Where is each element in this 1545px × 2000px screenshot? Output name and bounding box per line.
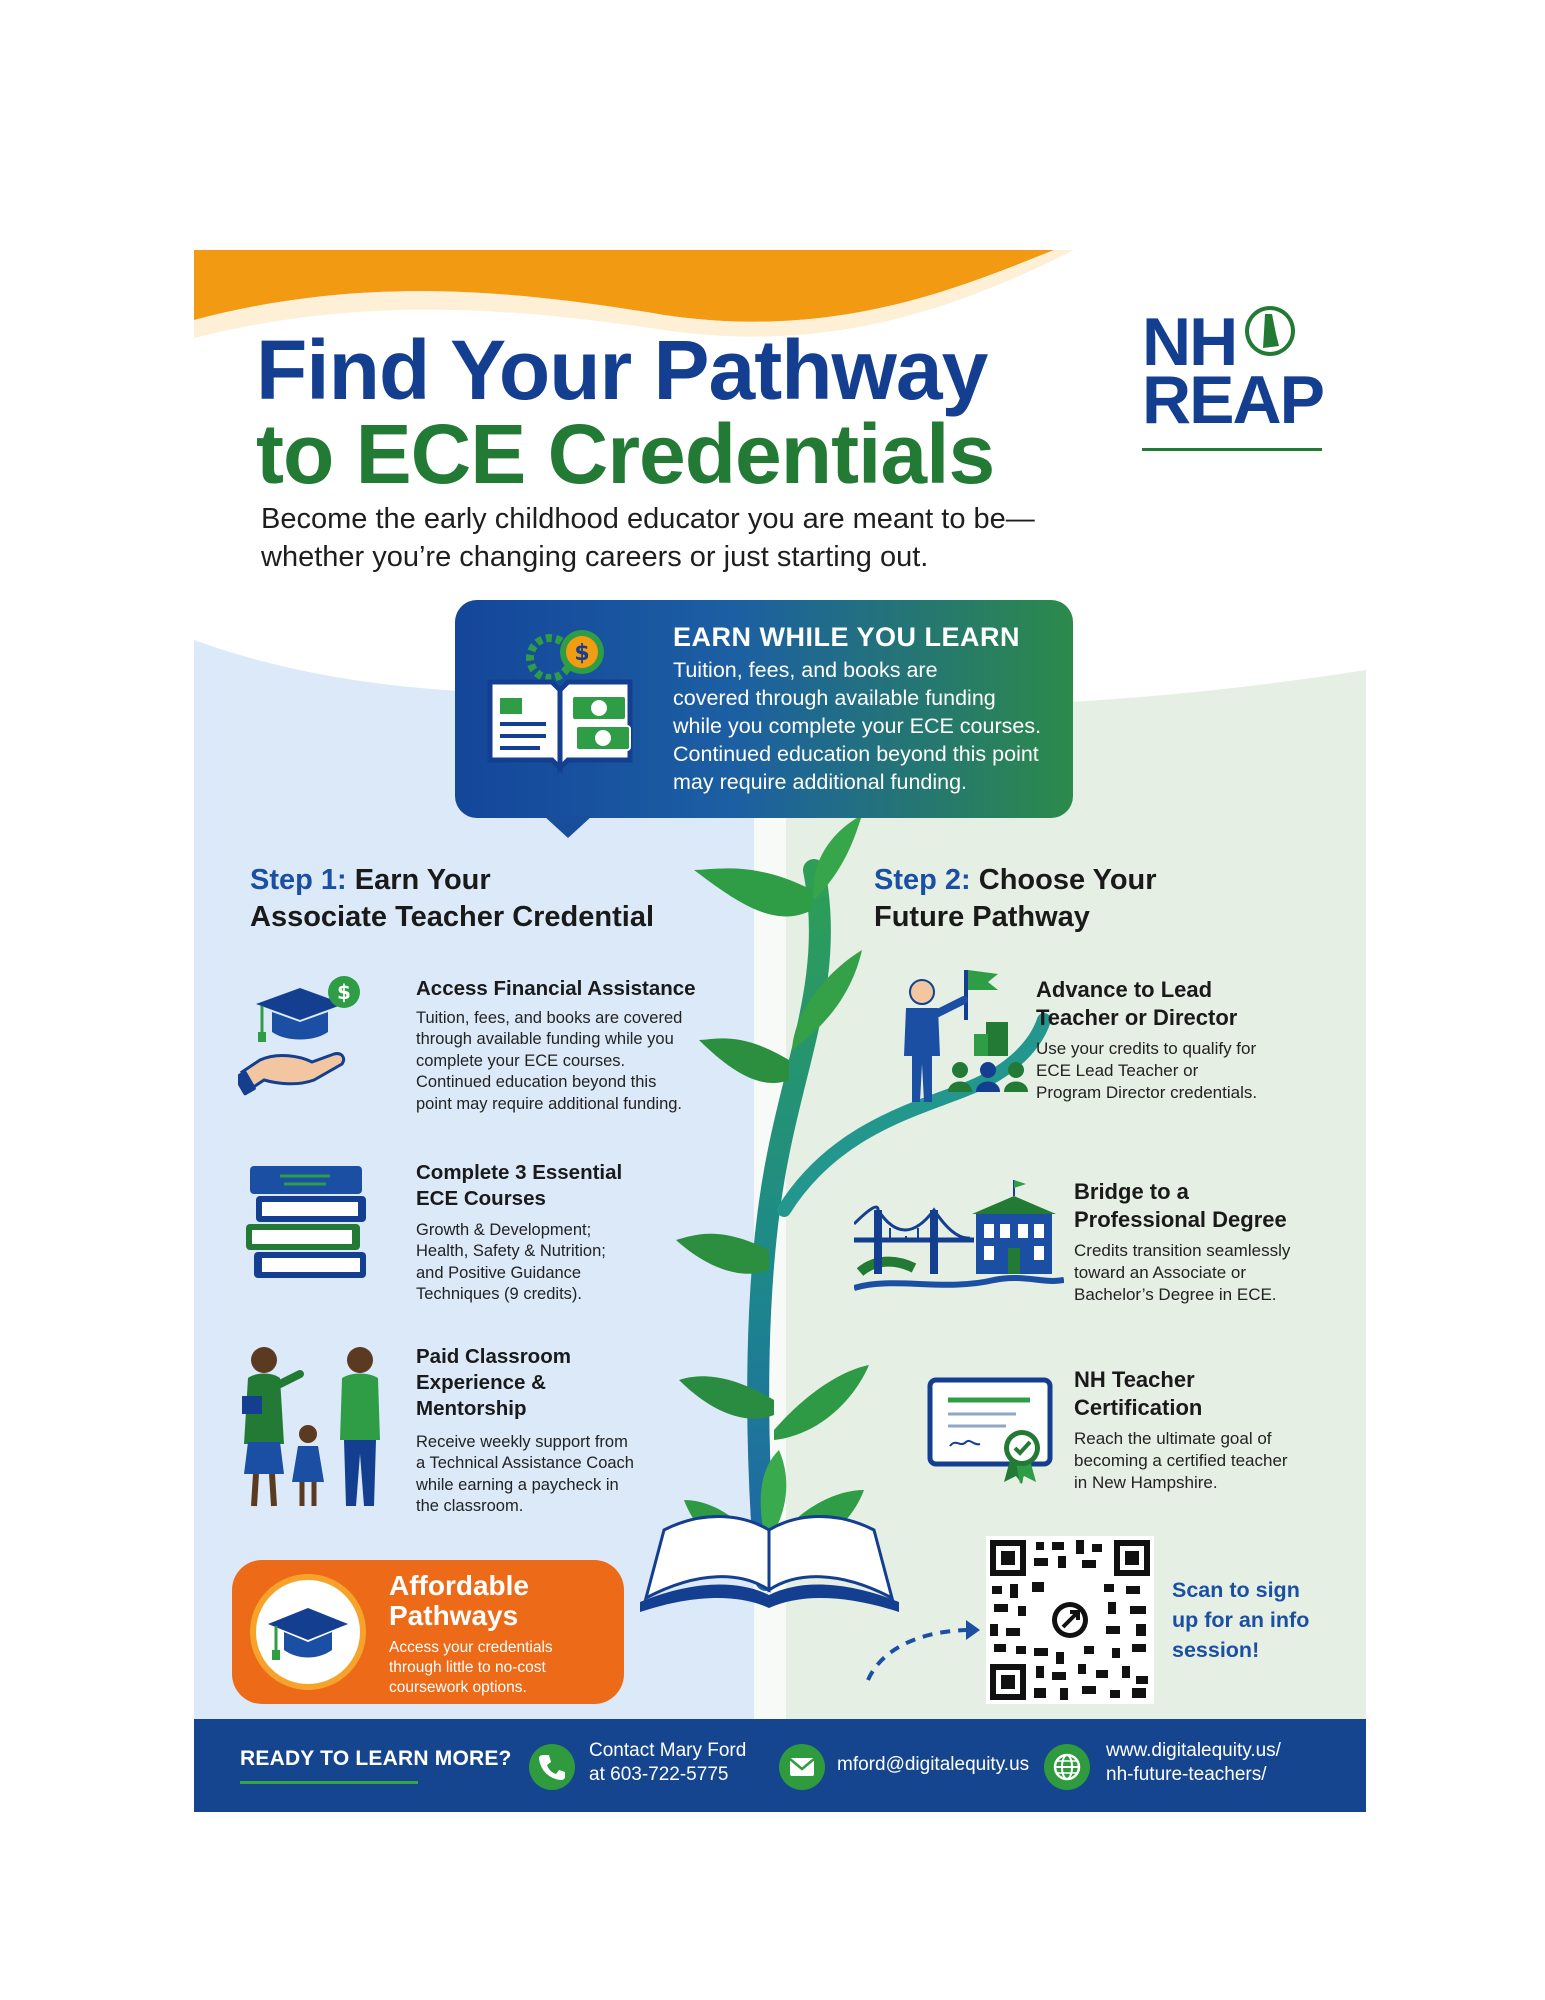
certificate-icon (926, 1374, 1056, 1486)
desc-line: Program Director credentials. (1036, 1083, 1258, 1103)
website-line-1: www.digitalequity.us/ (1106, 1740, 1281, 1761)
desc-line: through available funding while you (416, 1030, 674, 1049)
book-stack-icon (240, 1160, 372, 1286)
desc-line: ECE Lead Teacher or (1036, 1061, 1199, 1081)
step2-item3-desc (1074, 1428, 1288, 1494)
contact-line-1: Contact Mary Ford (589, 1740, 747, 1761)
afford-title-line-2: Pathways (389, 1600, 519, 1631)
step1-item1-desc (416, 1008, 682, 1115)
step2-item2-desc (1074, 1240, 1290, 1306)
logo-line-2: REAP (1142, 362, 1323, 438)
subtitle-line-2: whether you’re changing careers or just starting out. (261, 541, 929, 573)
afford-title-line-1: Affordable (389, 1570, 529, 1601)
afford-text-line: Access your credentials (389, 1639, 553, 1656)
desc-line: a Technical Assistance Coach (416, 1454, 634, 1473)
svg-text:$: $ (337, 980, 351, 1004)
title-line: Experience & (416, 1371, 546, 1395)
afford-icon-circle (250, 1574, 366, 1690)
earn-box-pointer (544, 816, 592, 838)
step2-item3-title (1074, 1366, 1202, 1422)
scan-text-line: Scan to sign (1172, 1578, 1300, 1602)
step1-item2-title (416, 1160, 622, 1212)
desc-line: Growth & Development; (416, 1221, 592, 1239)
title-line: Complete 3 Essential (416, 1161, 623, 1184)
contact-text[interactable] (589, 1739, 746, 1787)
step1-label: Step 1: (250, 864, 347, 896)
desc-line: Bachelor’s Degree in ECE. (1074, 1285, 1277, 1305)
afford-text-line: coursework options. (389, 1679, 527, 1696)
email-link[interactable]: mford@digitalequity.us (837, 1754, 1030, 1775)
afford-text-line: through little to no-cost (389, 1659, 546, 1676)
title-line: Teacher or Director (1036, 1005, 1238, 1031)
contact-line-2: at 603-722-5775 (589, 1763, 729, 1785)
dashed-arrow-icon (862, 1618, 982, 1684)
svg-text:$: $ (574, 641, 590, 666)
earn-title: EARN WHILE YOU LEARN (673, 622, 1021, 652)
footer-cta-underline (240, 1781, 418, 1784)
earn-while-you-learn-box (455, 600, 1073, 818)
phone-glyph (529, 1744, 575, 1790)
scan-text-line: up for an info (1172, 1608, 1310, 1632)
step1-heading (250, 862, 654, 936)
step1-item2-desc (416, 1220, 606, 1306)
step2-item1-title (1036, 976, 1237, 1032)
qr-code[interactable] (986, 1536, 1154, 1704)
earn-text-line: Continued education beyond this point (673, 742, 1039, 766)
step1-title-line-1: Earn Your (354, 864, 491, 896)
step1-item1-title: Access Financial Assistance (416, 977, 696, 1000)
scan-text-line: session! (1172, 1638, 1260, 1662)
nh-state-emblem-icon (1243, 304, 1297, 358)
website-line-2: nh-future-teachers/ (1106, 1763, 1267, 1785)
step2-label: Step 2: (874, 864, 971, 896)
nh-reap-logo (1142, 304, 1326, 438)
affordable-pathways-box (232, 1560, 624, 1704)
footer-cta: READY TO LEARN MORE? (240, 1747, 512, 1770)
step2-title-line-2: Future Pathway (874, 901, 1090, 934)
desc-line: the classroom. (416, 1497, 524, 1516)
desc-line: Tuition, fees, and books are covered (416, 1009, 683, 1027)
desc-line: Credits transition seamlessly (1074, 1241, 1291, 1260)
desc-line: Health, Safety & Nutrition; (416, 1242, 606, 1261)
flyer (194, 250, 1366, 1812)
phone-icon (529, 1744, 575, 1790)
desc-line: Techniques (9 credits). (416, 1285, 582, 1304)
title-line: NH Teacher (1074, 1367, 1195, 1392)
desc-line: while earning a paycheck in (416, 1475, 619, 1494)
globe-icon (1044, 1744, 1090, 1790)
step1-title-line-2: Associate Teacher Credential (250, 901, 655, 934)
title-line: Paid Classroom (416, 1345, 571, 1368)
earn-text-line: while you complete your ECE courses. (673, 714, 1042, 738)
bridge-school-icon (854, 1180, 1064, 1296)
desc-line: and Positive Guidance (416, 1263, 582, 1282)
desc-line: in New Hampshire. (1074, 1473, 1218, 1493)
earn-text-line: may require additional funding. (673, 770, 968, 794)
subtitle-line-1: Become the early childhood educator you are meant to be— (261, 503, 1035, 535)
envelope-glyph (779, 1744, 825, 1790)
earn-text-line: Tuition, fees, and books are (673, 658, 938, 682)
title-line: Professional Degree (1074, 1207, 1287, 1233)
desc-line: Reach the ultimate goal of (1074, 1429, 1272, 1448)
grad-cap-hand-icon (238, 976, 368, 1096)
title-line: ECE Courses (416, 1187, 546, 1211)
step2-item1-desc (1036, 1038, 1257, 1104)
step2-title-line-1: Choose Your (978, 864, 1157, 896)
email-icon (779, 1744, 825, 1790)
graduation-cap-icon (256, 1580, 360, 1684)
desc-line: complete your ECE courses. (416, 1051, 626, 1070)
title-line: Advance to Lead (1036, 977, 1213, 1002)
logo-line-1: NH (1142, 304, 1237, 380)
title-line: Certification (1074, 1395, 1203, 1421)
family-icon (228, 1344, 398, 1514)
desc-line: becoming a certified teacher (1074, 1451, 1288, 1471)
desc-line: Receive weekly support from (416, 1433, 628, 1451)
leader-flag-icon (894, 960, 1034, 1106)
footer-bar (194, 1719, 1366, 1812)
step1-item3-title (416, 1344, 571, 1423)
website-link[interactable] (1106, 1739, 1281, 1787)
open-book-money-icon (480, 620, 640, 780)
step1-item3-desc (416, 1432, 634, 1518)
title-line: Bridge to a (1074, 1179, 1189, 1204)
logo-underline (1142, 448, 1322, 451)
step2-heading (874, 862, 1157, 936)
title-line-2: to ECE Credentials (256, 407, 995, 501)
globe-glyph (1044, 1744, 1090, 1790)
desc-line: point may require additional funding. (416, 1094, 683, 1113)
title-line: Mentorship (416, 1397, 527, 1421)
desc-line: toward an Associate or (1074, 1263, 1246, 1283)
desc-line: Use your credits to qualify for (1036, 1039, 1257, 1058)
earn-text-line: covered through available funding (673, 686, 996, 710)
desc-line: Continued education beyond this (416, 1073, 657, 1092)
title-line-1: Find Your Pathway (256, 323, 988, 417)
step2-item2-title (1074, 1178, 1287, 1234)
